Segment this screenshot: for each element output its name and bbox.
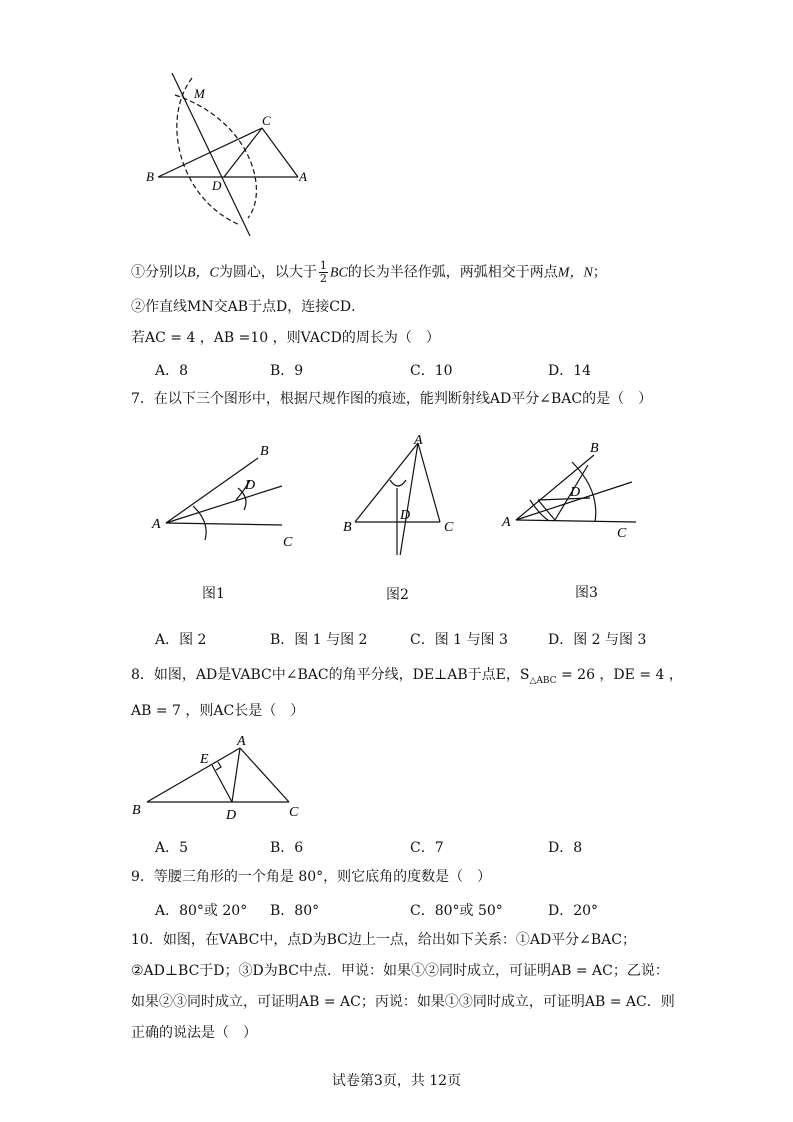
q9-stem: 9．等腰三角形的一个角是 80°，则它底角的度数是（ ） xyxy=(131,869,492,885)
fraction-half: $\frac{1}{2}$ xyxy=(319,259,327,285)
q7-option-a[interactable]: A．图 2 xyxy=(155,632,207,648)
q8-option-d[interactable]: D．8 xyxy=(548,840,583,856)
q8-label-a: A xyxy=(237,734,246,749)
q9-option-d[interactable]: D．20° xyxy=(548,903,599,919)
q8-option-a[interactable]: A．5 xyxy=(155,840,189,856)
q10-line1: 10．如图，在VABC中，点D为BC边上一点，给出如下关系：①AD平分∠BAC； xyxy=(131,932,637,948)
q6-label-d: D xyxy=(212,178,222,193)
q6-label-c: C xyxy=(262,113,271,128)
q7-figures xyxy=(140,425,660,555)
q9-option-b[interactable]: B．80° xyxy=(270,903,320,919)
q8-stem-line2: AB = 7 ，则AC长是（ ） xyxy=(131,703,305,719)
q8-stem-line1: 8．如图，AD是VABC中∠BAC的角平分线，DE⊥AB于点E，$S_{\triangle ABC} = 26$ ，DE = 4 ， xyxy=(131,667,683,686)
q6-option-b[interactable]: B．9 xyxy=(270,363,304,379)
q7-caption-3: 图3 xyxy=(575,585,598,601)
q8-figure xyxy=(130,730,305,825)
q7-stem: 7．在以下三个图形中，根据尺规作图的痕迹，能判断射线AD平分∠BAC的是（ ） xyxy=(131,391,653,407)
q6-label-b: B xyxy=(146,169,154,184)
q6-option-c[interactable]: C．10 xyxy=(410,363,453,379)
q7-caption-1: 图1 xyxy=(202,586,225,602)
q6-step2: ②作直线MN交AB于点D，连接CD． xyxy=(131,299,366,315)
q8-label-d: D xyxy=(226,808,237,823)
q6-figure xyxy=(140,68,310,240)
q10-line2: ②AD⊥BC于D；③D为BC中点．甲说：如果①②同时成立，可证明AB = AC；乙说： xyxy=(131,963,669,979)
q6-label-a: A xyxy=(299,169,307,184)
q8-option-b[interactable]: B．6 xyxy=(270,840,304,856)
q10-line4: 正确的说法是（ ） xyxy=(131,1025,257,1041)
q7-option-d[interactable]: D．图 2 与图 3 xyxy=(548,632,647,648)
q7-option-b[interactable]: B．图 1 与图 2 xyxy=(270,632,368,648)
q7-fig3-label-b: B xyxy=(590,441,599,456)
page-footer: 试卷第3页，共 12页 xyxy=(331,1073,462,1089)
q7-option-c[interactable]: C．图 1 与图 3 xyxy=(410,632,508,648)
q6-step1: ①分别以B，C为圆心，以大于 $\frac{1}{2}$ BC的长为半径作弧，两弧相交于两点M，N； xyxy=(131,259,607,285)
q7-fig3-label-a: A xyxy=(502,515,511,530)
q7-fig2-label-c: C xyxy=(444,520,454,535)
q6-option-d[interactable]: D．14 xyxy=(548,363,592,379)
q8-label-e: E xyxy=(200,752,209,767)
q7-fig1-label-a: A xyxy=(152,517,161,532)
q10-line3: 如果②③同时成立，可证明AB = AC；丙说：如果①③同时成立，可证明AB = AC．则 xyxy=(131,994,675,1010)
q7-fig1-label-c: C xyxy=(283,535,293,550)
q7-fig2-label-a: A xyxy=(414,433,423,448)
q7-fig3-label-d: D xyxy=(570,485,581,500)
q7-fig2-label-d: D xyxy=(400,508,411,523)
q9-option-c[interactable]: C．80°或 50° xyxy=(410,903,503,919)
q7-fig1-label-d: D xyxy=(245,478,256,493)
q8-label-b: B xyxy=(132,803,141,818)
q6-option-a[interactable]: A．8 xyxy=(155,363,189,379)
q8-label-c: C xyxy=(289,805,299,820)
q7-fig3-label-c: C xyxy=(617,526,627,541)
q6-condition: 若AC = 4 ，AB =10 ，则VACD的周长为（ ） xyxy=(131,330,440,346)
q9-option-a[interactable]: A．80°或 20° xyxy=(155,903,248,919)
q8-option-c[interactable]: C．7 xyxy=(410,840,444,856)
q6-label-m: M xyxy=(194,86,205,101)
q7-fig2-label-b: B xyxy=(343,520,352,535)
q7-fig1-label-b: B xyxy=(260,444,269,459)
q7-caption-2: 图2 xyxy=(386,587,409,603)
